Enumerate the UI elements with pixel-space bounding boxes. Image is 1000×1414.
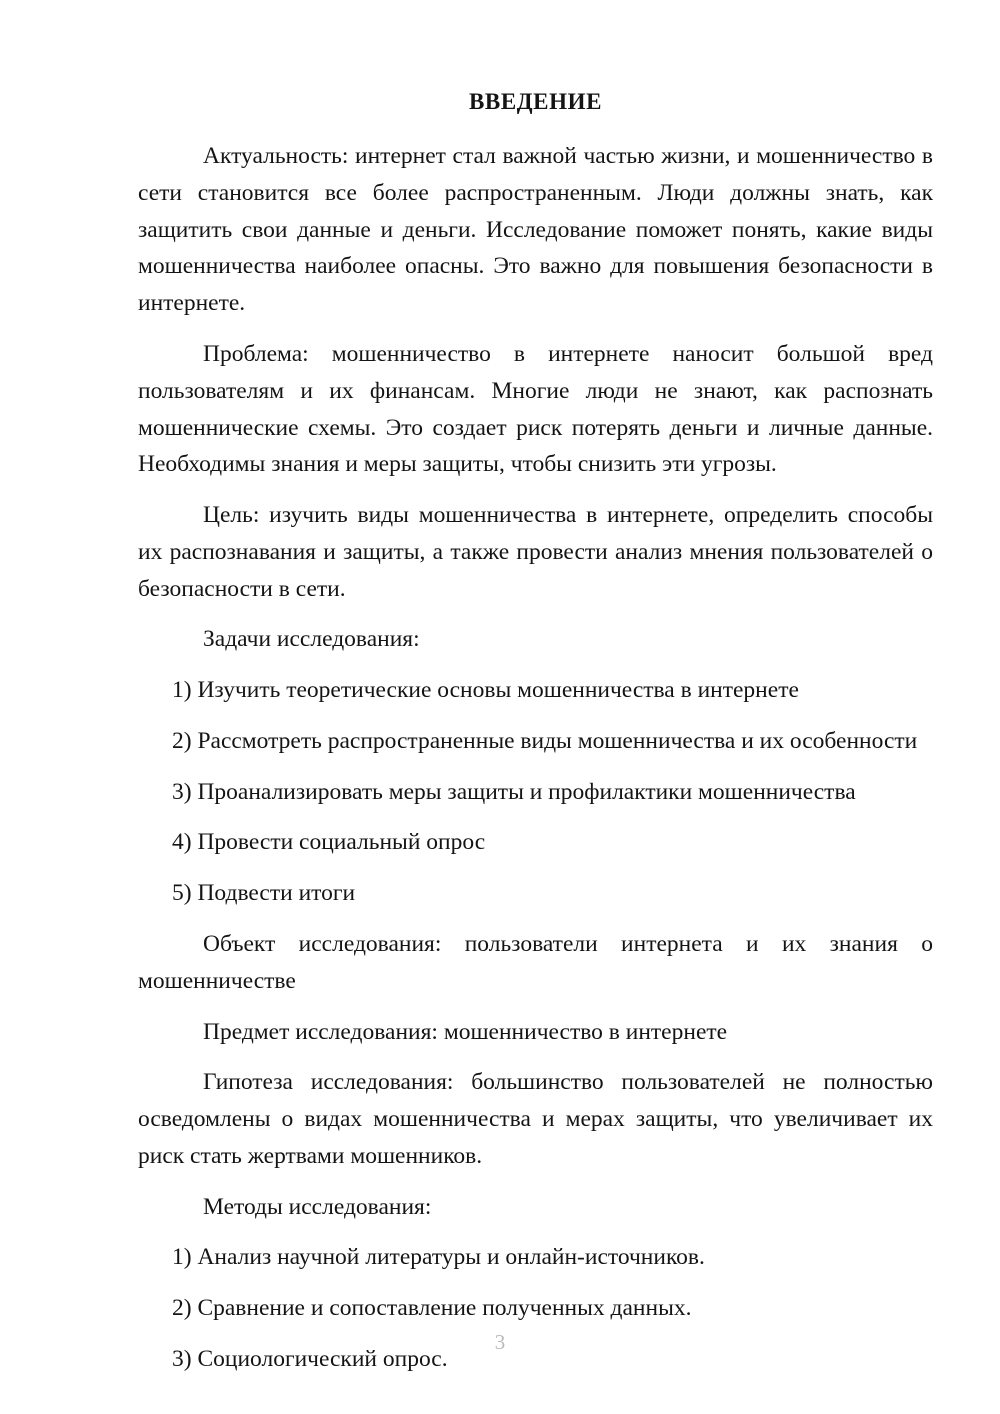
method-item-2: 2) Сравнение и сопоставление полученных данных. (172, 1295, 692, 1322)
page-number: 3 (494, 1330, 506, 1354)
task-item-4: 4) Провести социальный опрос (172, 829, 486, 856)
task-item-1: 1) Изучить теоретические основы мошенничества в интернете (172, 677, 799, 704)
paragraph-problem: Проблема: мошенничество в интернете наносит большой вред пользователям и их финансам. Многие люди не знают, как распознать мошеннические схемы. Это создает риск потерять деньги и личные данные. Необходимы знания и меры защиты, чтобы снизить эти угрозы. (138, 341, 933, 478)
task-item-2: 2) Рассмотреть распространенные виды мошенничества и их особенности (172, 727, 918, 754)
paragraph-subject: Предмет исследования: мошенничество в интернете (203, 1018, 728, 1045)
methods-heading: Методы исследования: (203, 1193, 432, 1220)
paragraph-relevance: Актуальность: интернет стал важной частью жизни, и мошенничество в сети становится все более распространенным. Люди должны знать, как защитить свои данные и деньги. Исследование поможет понять, какие виды мошенничества наиболее опасны. Это важно для повышения безопасности в интернете. (138, 143, 933, 317)
task-item-3: 3) Проанализировать меры защиты и профилактики мошенничества (172, 778, 856, 805)
paragraph-hypothesis: Гипотеза исследования: большинство пользователей не полностью осведомлены о видах мошенничества и мерах защиты, что увеличивает их риск стать жертвами мошенников. (138, 1069, 933, 1169)
page-title: ВВЕДЕНИЕ (468, 89, 603, 114)
document-body (138, 86, 933, 1392)
paragraph-object: Объект исследования: пользователи интернета и их знания о мошенничестве (138, 930, 933, 994)
task-item-5: 5) Подвести итоги (172, 880, 356, 907)
method-item-3: 3) Социологический опрос. (172, 1345, 448, 1372)
tasks-heading: Задачи исследования: (203, 626, 420, 653)
method-item-1: 1) Анализ научной литературы и онлайн-источников. (172, 1244, 705, 1271)
paragraph-goal: Цель: изучить виды мошенничества в интернете, определить способы их распознавания и защиты, а также провести анализ мнения пользователей о безопасности в сети. (138, 502, 933, 602)
